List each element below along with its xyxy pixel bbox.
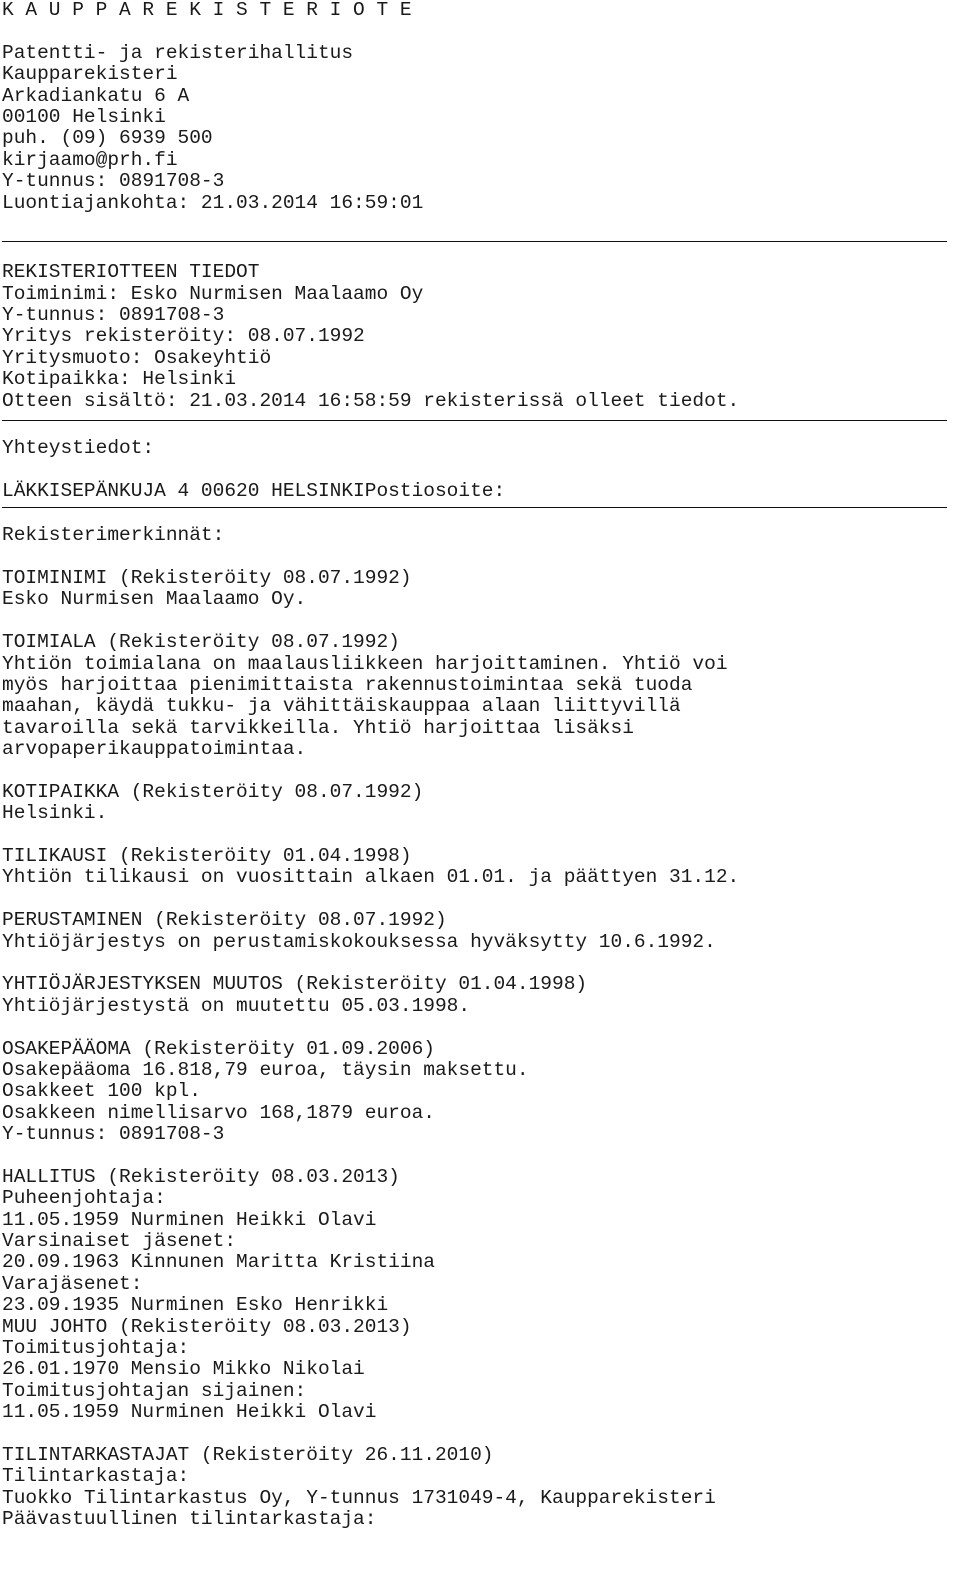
extract-line: Otteen sisältö: 21.03.2014 16:58:59 rekisterissä olleet tiedot. bbox=[2, 389, 740, 412]
extract-heading: REKISTERIOTTEEN TIEDOT bbox=[2, 261, 260, 284]
extract-line: Kotipaikka: Helsinki bbox=[2, 368, 237, 391]
entry-title: TOIMIALA (Rekisteröity 08.07.1992) bbox=[2, 631, 400, 654]
entry-section bbox=[2, 1445, 947, 1531]
org-line: Luontiajankohta: 21.03.2014 16:59:01 bbox=[2, 191, 424, 214]
entry-line: Yhtiön toimialana on maalausliikkeen harjoittaminen. Yhtiö voi bbox=[2, 652, 728, 675]
entry-line: Puheenjohtaja: bbox=[2, 1187, 166, 1210]
entry-line: Tuokko Tilintarkastus Oy, Y-tunnus 1731049-4, Kaupparekisteri bbox=[2, 1486, 716, 1509]
divider bbox=[2, 507, 947, 508]
contact-heading: Yhteystiedot: bbox=[2, 437, 155, 460]
document-page bbox=[2, 0, 947, 1531]
entry-line: maahan, käydä tukku- ja vähittäiskauppaa alaan liittyvillä bbox=[2, 695, 681, 718]
entry-line: Yhtiöjärjestys on perustamiskokouksessa hyväksytty 10.6.1992. bbox=[2, 930, 716, 953]
org-line: Arkadiankatu 6 A bbox=[2, 84, 190, 107]
entry-title: YHTIÖJÄRJESTYKSEN MUUTOS (Rekisteröity 01.04.1998) bbox=[2, 973, 588, 996]
entry-section bbox=[2, 910, 947, 953]
entry-section bbox=[2, 632, 947, 760]
entry-line: 23.09.1935 Nurminen Esko Henrikki bbox=[2, 1294, 389, 1317]
entry-title: OSAKEPÄÄOMA (Rekisteröity 01.09.2006) bbox=[2, 1037, 435, 1060]
extract-line: Toiminimi: Esko Nurmisen Maalaamo Oy bbox=[2, 282, 424, 305]
entry-line: Esko Nurmisen Maalaamo Oy. bbox=[2, 588, 307, 611]
entry-line: Osakkeen nimellisarvo 168,1879 euroa. bbox=[2, 1101, 435, 1124]
extract-line: Yritysmuoto: Osakeyhtiö bbox=[2, 346, 272, 369]
divider bbox=[2, 420, 947, 421]
entry-line: tavaroilla sekä tarvikkeilla. Yhtiö harjoittaa lisäksi bbox=[2, 716, 634, 739]
entry-line: Yhtiön tilikausi on vuosittain alkaen 01.01. ja päättyen 31.12. bbox=[2, 866, 740, 889]
entry-line: Varajäsenet: bbox=[2, 1272, 143, 1295]
entry-line: 11.05.1959 Nurminen Heikki Olavi bbox=[2, 1208, 377, 1231]
org-line: Patentti- ja rekisterihallitus bbox=[2, 41, 354, 64]
entry-line: Helsinki. bbox=[2, 802, 108, 825]
entry-title: TILINTARKASTAJAT (Rekisteröity 26.11.2010) bbox=[2, 1444, 494, 1466]
entry-title: HALLITUS (Rekisteröity 08.03.2013) bbox=[2, 1165, 400, 1188]
org-line: Kaupparekisteri bbox=[2, 63, 178, 86]
entry-title: KOTIPAIKKA (Rekisteröity 08.07.1992) bbox=[2, 780, 424, 803]
entry-line: Toimitusjohtajan sijainen: bbox=[2, 1379, 307, 1402]
entry-title: TOIMINIMI (Rekisteröity 08.07.1992) bbox=[2, 566, 412, 589]
org-block bbox=[2, 43, 947, 214]
extract-block bbox=[2, 262, 947, 412]
entry-section bbox=[2, 974, 947, 1017]
entry-line: Osakkeet 100 kpl. bbox=[2, 1080, 201, 1103]
org-line: kirjaamo@prh.fi bbox=[2, 148, 178, 171]
entry-line: Yhtiöjärjestystä on muutettu 05.03.1998. bbox=[2, 994, 471, 1017]
entry-title: PERUSTAMINEN (Rekisteröity 08.07.1992) bbox=[2, 909, 447, 932]
extract-line: Y-tunnus: 0891708-3 bbox=[2, 304, 225, 327]
entries-block bbox=[2, 525, 947, 1530]
entry-line: Varsinaiset jäsenet: bbox=[2, 1230, 237, 1253]
entry-section bbox=[2, 782, 947, 825]
org-line: 00100 Helsinki bbox=[2, 105, 166, 128]
org-line: Y-tunnus: 0891708-3 bbox=[2, 170, 225, 193]
entry-title: TILIKAUSI (Rekisteröity 01.04.1998) bbox=[2, 845, 412, 868]
entry-line: Y-tunnus: 0891708-3 bbox=[2, 1123, 225, 1146]
divider bbox=[2, 241, 947, 242]
entry-line: Tilintarkastaja: bbox=[2, 1465, 190, 1488]
entry-line: arvopaperikauppatoimintaa. bbox=[2, 738, 307, 761]
entry-section bbox=[2, 568, 947, 611]
contact-address: LÄKKISEPÄNKUJA 4 00620 HELSINKIPostiosoite: bbox=[2, 479, 506, 502]
entry-line: myös harjoittaa pienimittaista rakennustoimintaa sekä tuoda bbox=[2, 673, 693, 696]
entry-line: Toimitusjohtaja: bbox=[2, 1337, 190, 1360]
entry-line: 26.01.1970 Mensio Mikko Nikolai bbox=[2, 1358, 365, 1381]
entry-line: 20.09.1963 Kinnunen Maritta Kristiina bbox=[2, 1251, 435, 1274]
entry-line: Osakepääoma 16.818,79 euroa, täysin maksettu. bbox=[2, 1058, 529, 1081]
contact-block bbox=[2, 438, 947, 502]
entries-heading: Rekisterimerkinnät: bbox=[2, 524, 225, 547]
entry-section bbox=[2, 1039, 947, 1146]
extract-line: Yritys rekisteröity: 08.07.1992 bbox=[2, 325, 365, 348]
entry-line: Päävastuullinen tilintarkastaja: bbox=[2, 1508, 377, 1531]
org-line: puh. (09) 6939 500 bbox=[2, 127, 213, 150]
entry-line: MUU JOHTO (Rekisteröity 08.03.2013) bbox=[2, 1315, 412, 1338]
entry-section bbox=[2, 846, 947, 889]
document-title: K A U P P A R E K I S T E R I O T E bbox=[2, 0, 412, 21]
entry-section bbox=[2, 1167, 947, 1424]
entry-line: 11.05.1959 Nurminen Heikki Olavi bbox=[2, 1401, 377, 1424]
